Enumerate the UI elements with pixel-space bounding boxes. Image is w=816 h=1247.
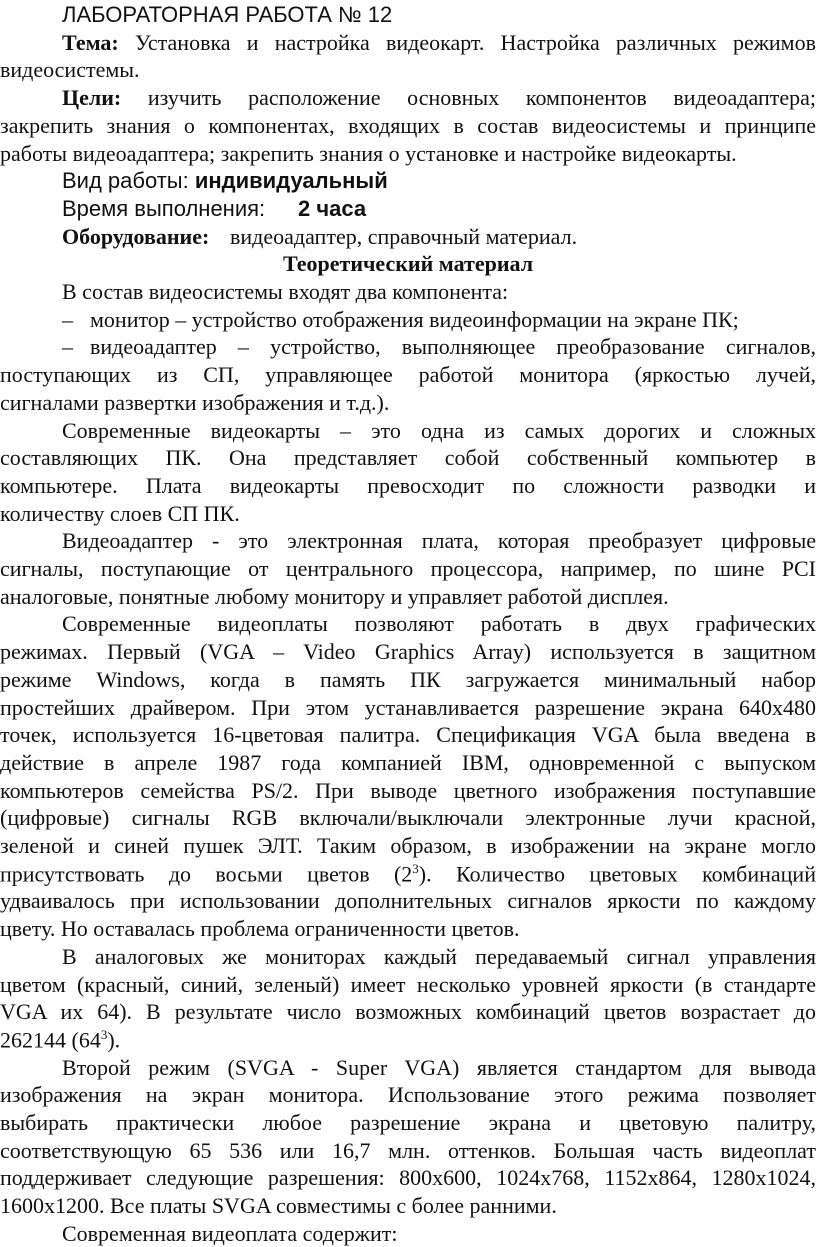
paragraph-line: 1600x1200. Все платы SVGA совместимы с более ранними. [0, 1193, 557, 1219]
time-label: Время выполнения: [62, 195, 266, 221]
paragraph-line: Современные видеоплаты позволяют работать в двух графических [62, 611, 816, 637]
list-item-line: поступающих из СП, управляющее работой монитора (яркостью лучей, [0, 362, 816, 388]
paragraph-line: цветом (красный, синий, зеленый) имеет несколько уровней яркости (в стандарте [0, 971, 816, 997]
paragraph-line: Второй режим (SVGA - Super VGA) является стандартом для вывода [62, 1054, 816, 1080]
paragraph-line: соответствующую 65 536 или 16,7 млн. оттенков. Большая часть видеоплат [0, 1137, 816, 1163]
paragraph-line: цвету. Но оставалась проблема ограниченности цветов. [0, 916, 520, 942]
paragraph-line: Современная видеоплата содержит: [62, 1220, 398, 1246]
goals-line-3: работы видеоадаптера; закрепить знания о установке и настройке видеокарты. [0, 140, 737, 166]
paragraph-line: В аналоговых же мониторах каждый передаваемый сигнал управления [62, 943, 816, 969]
work-type-line [62, 168, 816, 194]
topic-line-2: видеосистемы. [0, 57, 140, 83]
paragraph-line: зеленой и синей пушек ЭЛТ. Таким образом, в изображении на экране могло [0, 833, 816, 858]
section-title: Теоретический материал [282, 251, 534, 277]
equipment-line [62, 224, 816, 250]
paragraph-line: количеству слоев СП ПК. [0, 500, 240, 526]
paragraph-line: Современные видеокарты – это одна из самых дорогих и сложных [62, 417, 816, 443]
paragraph-line: выбирать практически любое разрешение экрана и цветовую палитру, [0, 1110, 816, 1135]
paragraph-line: компьютеров семейства PS/2. При выводе цветного изображения поступавшие [0, 777, 816, 803]
list-item-line: сигналами развертки изображения и т.д.). [0, 389, 390, 415]
paragraph-line: простейших драйвером. При этом устанавливается разрешение экрана 640x480 [0, 694, 816, 720]
paragraph-line: (цифровые) сигналы RGB включали/выключали электронные лучи красной, [0, 805, 816, 831]
equipment-value: видеоадаптер, справочный материал. [230, 223, 578, 249]
paragraph-line: поддерживает следующие разрешения: 800x600, 1024x768, 1152x864, 1280x1024, [0, 1165, 816, 1191]
paragraph-line: режиме Windows, когда в память ПК загружается минимальный набор [0, 666, 816, 692]
paragraph-line: действие в апреле 1987 года компанией IBM, одновременной с выпуском [0, 749, 816, 775]
time-line [62, 196, 816, 222]
paragraph-line: аналоговые, понятные любому монитору и управляет работой дисплея. [0, 583, 669, 609]
paragraph-line: 262144 $(64^3)$. [0, 1026, 121, 1053]
paragraph-line: точек, используется 16-цветовая палитра. Спецификация VGA была введена в [0, 722, 816, 748]
paragraph-line: режимах. Первый (VGA – Video Graphics Array) используется в защитном [0, 639, 816, 665]
paragraph-line: компьютере. Плата видеокарты превосходит по сложности разводки и [0, 472, 816, 498]
work-type-label: Вид работы: [62, 168, 195, 194]
paragraph-line: присутствовать до восьми цветов $(2^3)$. Количество цветовых комбинаций [0, 860, 816, 887]
superscript: 3 [412, 860, 419, 876]
lab-header: ЛАБОРАТОРНАЯ РАБОТА № 12 [62, 2, 393, 27]
paragraph-line: изображения на экран монитора. Использование этого режима позволяет [0, 1082, 816, 1108]
goals-line-1: Цели: изучить расположение основных компонентов видеоадаптера; [62, 85, 816, 111]
list-item-videoadapter: – видеоадаптер – устройство, выполняющее преобразование сигналов, [62, 334, 816, 360]
goals-label: Цели: [62, 85, 122, 111]
dash-bullet: – [62, 306, 73, 332]
paragraph-line: сигналы, поступающие от центрального процессора, например, по шине PCI [0, 556, 816, 581]
superscript: 3 [100, 1026, 108, 1042]
dash-bullet: – [62, 334, 73, 360]
paragraph-line: VGA их 64). В результате число возможных комбинаций цветов возрастает до [0, 999, 816, 1025]
list-item-monitor: – монитор – устройство отображения видеоинформации на экране ПК; [62, 306, 739, 332]
goals-line-2: закрепить знания о компонентах, входящих в состав видеосистемы и принципе [0, 112, 816, 138]
paragraph-line: удваивалось при использовании дополнительных сигналов яркости по каждому [0, 888, 816, 914]
topic-label: Тема: [62, 29, 119, 55]
paragraph-line: Видеоадаптер - это электронная плата, которая преобразует цифровые [62, 528, 816, 554]
paragraph-line: составляющих ПК. Она представляет собой собственный компьютер в [0, 445, 816, 471]
work-type-value: индивидуальный [194, 168, 388, 194]
equipment-label: Оборудование: [62, 223, 210, 249]
para-1-line-1: В состав видеосистемы входят два компонента: [62, 279, 509, 304]
topic-line-1: Тема: Установка и настройка видеокарт. Настройка различных режимов [62, 29, 816, 55]
time-value: 2 часа [298, 195, 367, 221]
